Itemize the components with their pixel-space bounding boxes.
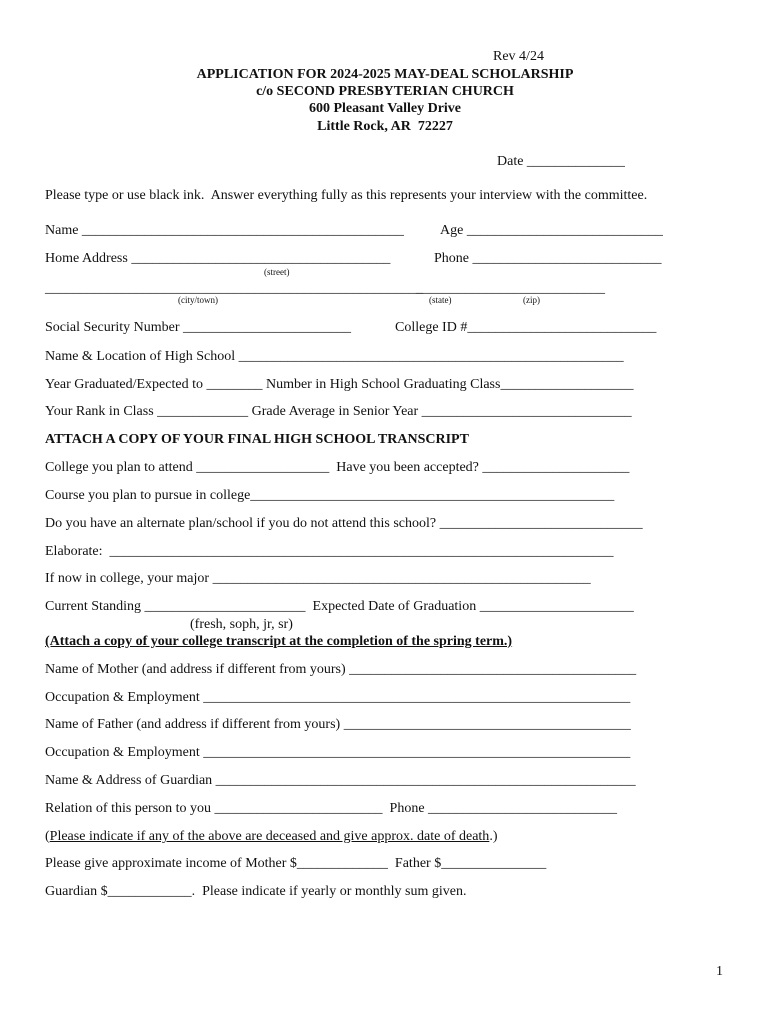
college-transcript-notice: (Attach a copy of your college transcript at the completion of the spring term.) (45, 634, 513, 649)
father-occupation-field[interactable]: Occupation & Employment _____________________________________________________________ (45, 745, 631, 760)
alternate-plan-field[interactable]: Do you have an alternate plan/school if you do not attend this school? _____________________________ (45, 516, 643, 531)
form-title: APPLICATION FOR 2024-2025 MAY-DEAL SCHOLARSHIP (196, 67, 574, 82)
revision-label: Rev 4/24 (493, 49, 544, 64)
college-attend-field[interactable]: College you plan to attend ___________________ Have you been accepted? _____________________ (45, 460, 630, 475)
course-field[interactable]: Course you plan to pursue in college____________________________________________________ (45, 488, 615, 503)
page-number: 1 (716, 964, 723, 979)
address-street: 600 Pleasant Valley Drive (308, 101, 462, 116)
deceased-open: ( (45, 829, 50, 844)
relation-field[interactable]: Relation of this person to you ________________________ Phone ___________________________ (45, 801, 618, 816)
city-hint: (city/town) (178, 295, 218, 305)
guardian-field[interactable]: Name & Address of Guardian ____________________________________________________________ (45, 773, 636, 788)
street-hint: (street) (264, 267, 290, 277)
standing-hint: (fresh, soph, jr, sr) (190, 617, 293, 632)
home-address-field[interactable]: Home Address _____________________________________ (45, 251, 391, 266)
major-field[interactable]: If now in college, your major ______________________________________________________ (45, 571, 591, 586)
city-field[interactable]: ______________________________________________________ (45, 281, 423, 296)
ssn-field[interactable]: Social Security Number ________________________ (45, 320, 352, 335)
state-field[interactable]: ____________ (416, 281, 500, 296)
income-parents-field[interactable]: Please give approximate income of Mother $_____________ Father $_______________ (45, 856, 547, 871)
transcript-notice: ATTACH A COPY OF YOUR FINAL HIGH SCHOOL TRANSCRIPT (45, 432, 469, 447)
deceased-note (45, 828, 497, 845)
mother-field[interactable]: Name of Mother (and address if different from yours) _________________________________________ (45, 662, 637, 677)
zip-field[interactable]: _______________ (500, 281, 605, 296)
mother-occupation-field[interactable]: Occupation & Employment _____________________________________________________________ (45, 690, 631, 705)
rank-field[interactable]: Your Rank in Class _____________ Grade Average in Senior Year ______________________________ (45, 404, 632, 419)
deceased-text: Please indicate if any of the above are deceased and give approx. date of death (49, 829, 490, 844)
standing-field[interactable]: Current Standing _______________________ Expected Date of Graduation ______________________ (45, 599, 634, 614)
state-hint: (state) (429, 295, 452, 305)
age-field[interactable]: Age ____________________________ (440, 223, 663, 238)
date-field[interactable]: Date ______________ (497, 154, 625, 169)
college-id-field[interactable]: College ID #___________________________ (395, 320, 657, 335)
zip-hint: (zip) (523, 295, 540, 305)
address-city: Little Rock, AR 72227 (317, 119, 453, 134)
deceased-close: .) (489, 829, 498, 844)
instructions-text: Please type or use black ink. Answer everything fully as this represents your interview with the committee. (45, 188, 648, 203)
elaborate-field[interactable]: Elaborate: ________________________________________________________________________ (45, 544, 614, 559)
father-field[interactable]: Name of Father (and address if different from yours) _________________________________________ (45, 717, 631, 732)
phone-field[interactable]: Phone ___________________________ (434, 251, 662, 266)
income-guardian-field[interactable]: Guardian $____________. Please indicate if yearly or monthly sum given. (45, 884, 467, 899)
name-field[interactable]: Name ______________________________________________ (45, 223, 404, 238)
year-graduated-field[interactable]: Year Graduated/Expected to ________ Number in High School Graduating Class___________________ (45, 377, 634, 392)
high-school-field[interactable]: Name & Location of High School _______________________________________________________ (45, 349, 624, 364)
care-of-line: c/o SECOND PRESBYTERIAN CHURCH (256, 84, 514, 99)
